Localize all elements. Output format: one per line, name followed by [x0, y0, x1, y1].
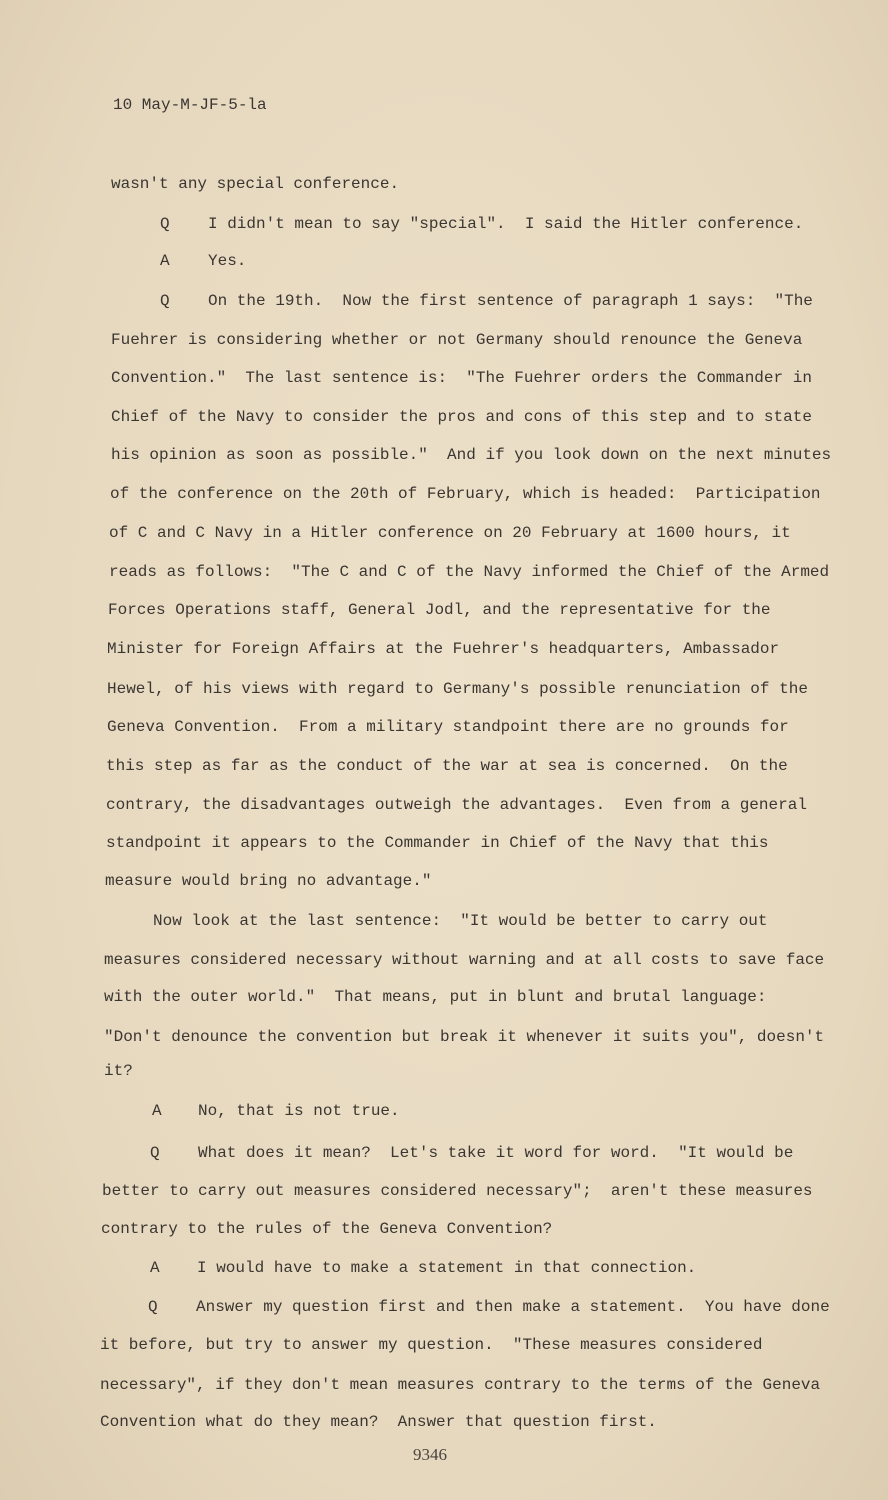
text-line: Hewel, of his views with regard to Germany's possible renunciation of the	[107, 680, 808, 698]
text-line: reads as follows: "The C and C of the Navy informed the Chief of the Armed	[109, 563, 830, 581]
speaker-q: Q	[160, 215, 170, 233]
speaker-q: Q	[160, 292, 170, 310]
text-line: his opinion as soon as possible." And if you look down on the next minutes	[111, 446, 832, 464]
text-line: Convention what do they mean? Answer that question first.	[100, 1413, 657, 1431]
speaker-a: A	[152, 1102, 162, 1120]
text-line: No, that is not true.	[198, 1102, 400, 1120]
text-line: Fuehrer is considering whether or not Germany should renounce the Geneva	[111, 331, 803, 349]
page-number: 9346	[413, 1445, 447, 1464]
speaker-q: Q	[148, 1298, 158, 1316]
text-line: contrary, the disadvantages outweigh the advantages. Even from a general	[106, 796, 807, 814]
text-line: standpoint it appears to the Commander in Chief of the Navy that this	[106, 834, 769, 852]
text-line: Chief of the Navy to consider the pros and cons of this step and to state	[111, 408, 812, 426]
text-line: measure would bring no advantage."	[105, 872, 432, 890]
speaker-a: A	[160, 252, 170, 270]
text-line: I didn't mean to say "special". I said the Hitler conference.	[208, 215, 804, 233]
text-line: Now look at the last sentence: "It would be better to carry out	[153, 912, 768, 930]
text-line: Convention." The last sentence is: "The Fuehrer orders the Commander in	[111, 369, 812, 387]
text-line: it?	[104, 1062, 133, 1080]
document-header: 10 May-M-JF-5-la	[113, 96, 267, 114]
text-line: wasn't any special conference.	[111, 175, 400, 193]
text-line: of the conference on the 20th of February, which is headed: Participation	[110, 485, 821, 503]
text-line: measures considered necessary without warning and at all costs to save face	[104, 951, 825, 969]
text-line: with the outer world." That means, put in blunt and brutal language:	[104, 988, 767, 1006]
text-line: Answer my question first and then make a statement. You have done	[196, 1298, 830, 1316]
text-line: I would have to make a statement in that connection.	[197, 1259, 697, 1277]
text-line: this step as far as the conduct of the war at sea is concerned. On the	[106, 757, 788, 775]
text-line: "Don't denounce the convention but break it whenever it suits you", doesn't	[104, 1028, 825, 1046]
text-line: necessary", if they don't mean measures contrary to the terms of the Geneva	[100, 1376, 821, 1394]
text-line: better to carry out measures considered necessary"; aren't these measures	[102, 1182, 813, 1200]
speaker-a: A	[150, 1259, 160, 1277]
text-line: Yes.	[208, 252, 247, 270]
speaker-q: Q	[150, 1144, 160, 1162]
text-line: of C and C Navy in a Hitler conference on 20 February at 1600 hours, it	[109, 524, 791, 542]
text-line: Minister for Foreign Affairs at the Fuehrer's headquarters, Ambassador	[107, 640, 780, 658]
text-line: Forces Operations staff, General Jodl, and the representative for the	[108, 601, 771, 619]
text-line: it before, but try to answer my question. "These measures considered	[100, 1336, 763, 1354]
text-line: Geneva Convention. From a military standpoint there are no grounds for	[107, 718, 789, 736]
text-line: contrary to the rules of the Geneva Convention?	[101, 1220, 553, 1238]
text-line: On the 19th. Now the first sentence of paragraph 1 says: "The	[208, 292, 813, 310]
text-line: What does it mean? Let's take it word for word. "It would be	[198, 1144, 794, 1162]
